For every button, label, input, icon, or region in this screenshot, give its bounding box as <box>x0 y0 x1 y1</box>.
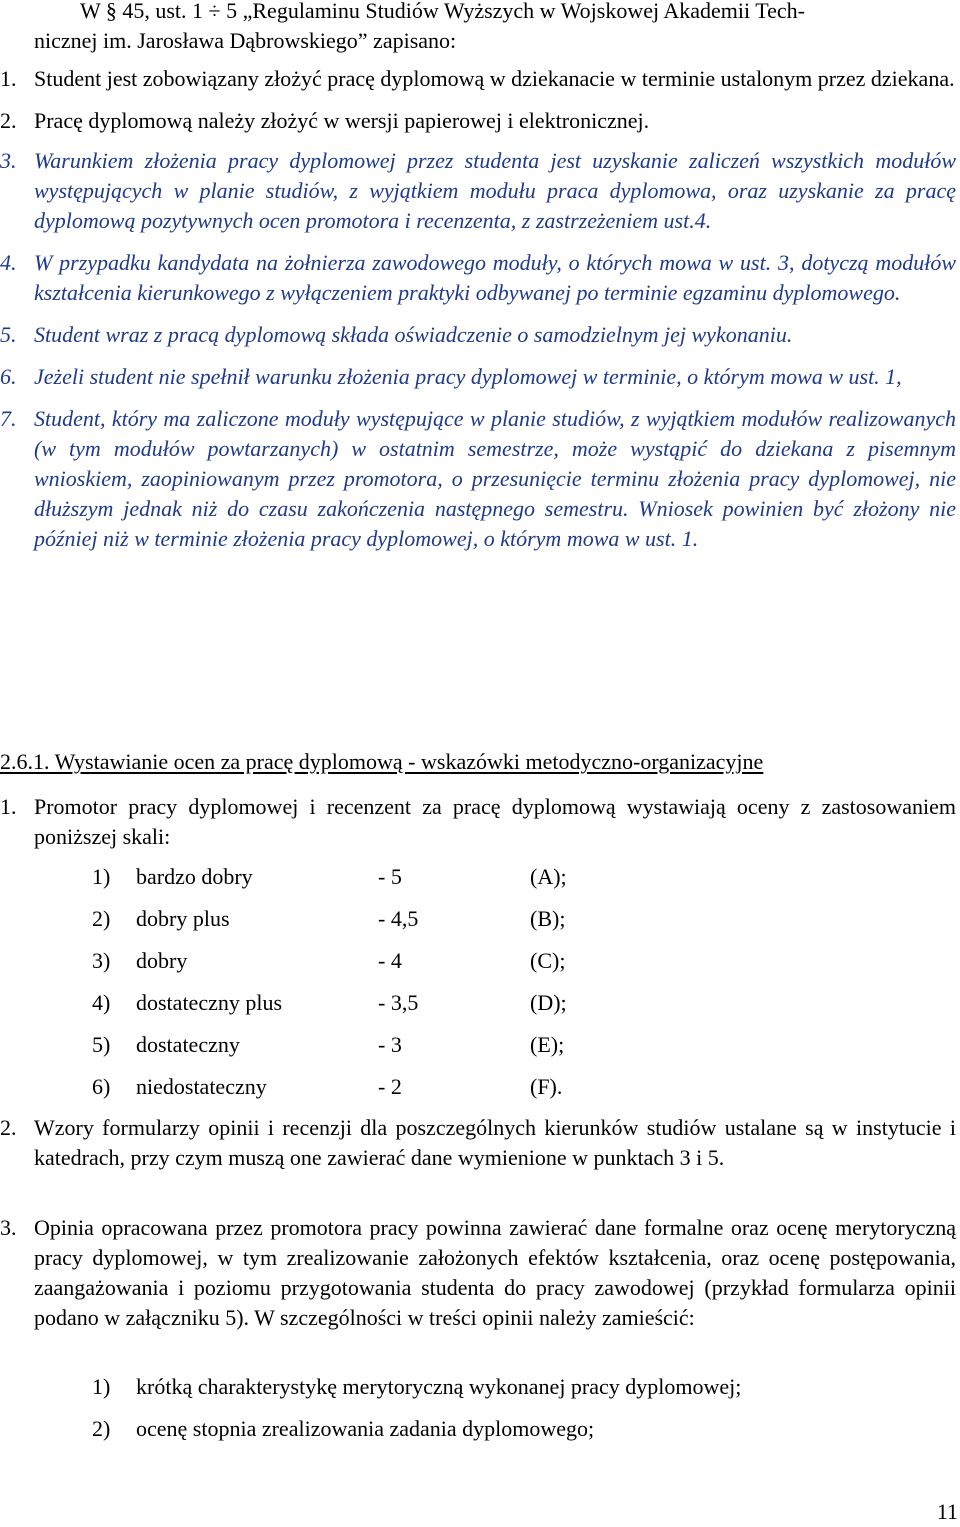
regulation-item-6 <box>0 362 960 392</box>
grade-symbol: (F). <box>530 1074 563 1099</box>
grading-item-2 <box>0 1113 960 1173</box>
grade-number: 4) <box>92 990 111 1015</box>
section-heading: 2.6.1. Wystawianie ocen za pracę dyplomową - wskazówki metodyczno-organizacyjne <box>0 749 764 774</box>
item-text: Wzory formularzy opinii i recenzji dla poszczególnych kierunków studiów ustalane są w instytucie i katedrach, przy czym muszą one zawierać dane wymienione w punktach 3 i 5. <box>34 1115 956 1170</box>
item-number: 7. <box>0 406 17 431</box>
grade-name: dobry <box>136 948 188 973</box>
item-number: 6. <box>0 364 17 389</box>
item-text: Promotor pracy dyplomowej i recenzent za pracę dyplomową wystawiają oceny z zastosowaniem poniższej skali: <box>34 794 956 849</box>
grade-value: - 4 <box>378 948 402 973</box>
grade-name: bardzo dobry <box>136 864 253 889</box>
grade-number: 3) <box>92 948 111 973</box>
intro-line-2: nicznej im. Jarosława Dąbrowskiego” zapisano: <box>34 28 457 53</box>
grade-symbol: (C); <box>530 948 566 973</box>
grade-number: 2) <box>92 906 111 931</box>
regulation-item-1 <box>0 64 960 94</box>
item-number: 4. <box>0 250 17 275</box>
item-text: Opinia opracowana przez promotora pracy powinna zawierać dane formalne oraz ocenę merytoryczną pracy dyplomowej, w tym zrealizowanie założonych efektów kształcenia, oraz ocenę postępowania, zaangażowania i poziomu przygotowania studenta do pracy zawodowej (przykład formularza opinii podano w załączniku 5). W szczególności w treści opinii należy zamieścić: <box>34 1215 956 1330</box>
grade-value: - 3 <box>378 1032 402 1057</box>
point-text: krótką charakterystykę merytoryczną wykonanej pracy dyplomowej; <box>136 1374 742 1399</box>
regulation-list <box>0 64 960 554</box>
grade-symbol: (E); <box>530 1032 565 1057</box>
grade-symbol: (D); <box>530 990 567 1015</box>
item-text: Pracę dyplomową należy złożyć w wersji papierowej i elektronicznej. <box>34 108 650 133</box>
intro-paragraph <box>34 0 956 56</box>
item-number: 2. <box>0 1115 17 1140</box>
item-number: 2. <box>0 108 17 133</box>
grade-number: 6) <box>92 1074 111 1099</box>
item-number: 3. <box>0 1215 17 1240</box>
grade-symbol: (B); <box>530 906 566 931</box>
grade-name: niedostateczny <box>136 1074 267 1099</box>
point-number: 1) <box>92 1374 111 1399</box>
item-text: Student jest zobowiązany złożyć pracę dyplomową w dziekanacie w terminie ustalonym przez dziekana. <box>34 66 955 91</box>
grade-value: - 4,5 <box>378 906 419 931</box>
grade-name: dostateczny plus <box>136 990 283 1015</box>
item-number: 5. <box>0 322 17 347</box>
grade-name: dostateczny <box>136 1032 240 1057</box>
regulation-item-5 <box>0 320 960 350</box>
regulation-item-7 <box>0 404 960 554</box>
point-text: ocenę stopnia zrealizowania zadania dyplomowego; <box>136 1416 595 1441</box>
grade-number: 5) <box>92 1032 111 1057</box>
grade-symbol: (A); <box>530 864 567 889</box>
point-number: 2) <box>92 1416 111 1441</box>
grade-name: dobry plus <box>136 906 230 931</box>
grading-item-3 <box>0 1213 960 1333</box>
grade-value: - 2 <box>378 1074 402 1099</box>
item-number: 1. <box>0 794 17 819</box>
item-number: 3. <box>0 148 17 173</box>
intro-line-1: W § 45, ust. 1 ÷ 5 „Regulaminu Studiów Wyższych w Wojskowej Akademii Tech- <box>80 0 806 23</box>
grading-item-1 <box>0 792 960 852</box>
regulation-item-3 <box>0 146 960 236</box>
grade-value: - 5 <box>378 864 402 889</box>
page-number: 11 <box>936 1499 958 1524</box>
item-text: Jeżeli student nie spełnił warunku złożenia pracy dyplomowej w terminie, o którym mowa w ust. 1, <box>34 364 902 389</box>
item-text: Student wraz z pracą dyplomową składa oświadczenie o samodzielnym jej wykonaniu. <box>34 322 793 347</box>
item-text: W przypadku kandydata na żołnierza zawodowego moduły, o których mowa w ust. 3, dotyczą modułów kształcenia kierunkowego z wyłączeniem praktyki odbywanej po terminie egzaminu dyplomowego. <box>34 250 956 305</box>
grade-number: 1) <box>92 864 111 889</box>
item-number: 1. <box>0 66 17 91</box>
grade-value: - 3,5 <box>378 990 419 1015</box>
regulation-item-2 <box>0 106 960 136</box>
regulation-item-4 <box>0 248 960 308</box>
item-text: Student, który ma zaliczone moduły występujące w planie studiów, z wyjątkiem modułów realizowanych (w tym modułów powtarzanych) w ostatnim semestrze, może wystąpić do dziekana z pisemnym wnioskiem, zaopiniowanym przez promotora, o przesunięcie terminu złożenia pracy dyplomowej, nie dłuższym jednak niż do czasu zakończenia następnego semestru. Wniosek powinien być złożony nie później niż w terminie złożenia pracy dyplomowej, o którym mowa w ust. 1. <box>34 406 956 551</box>
item-text: Warunkiem złożenia pracy dyplomowej przez studenta jest uzyskanie zaliczeń wszystkich modułów występujących w planie studiów, z wyjątkiem modułu praca dyplomowa, oraz uzyskanie za pracę dyplomową pozytywnych ocen promotora i recenzenta, z zastrzeżeniem ust.4. <box>34 148 956 233</box>
